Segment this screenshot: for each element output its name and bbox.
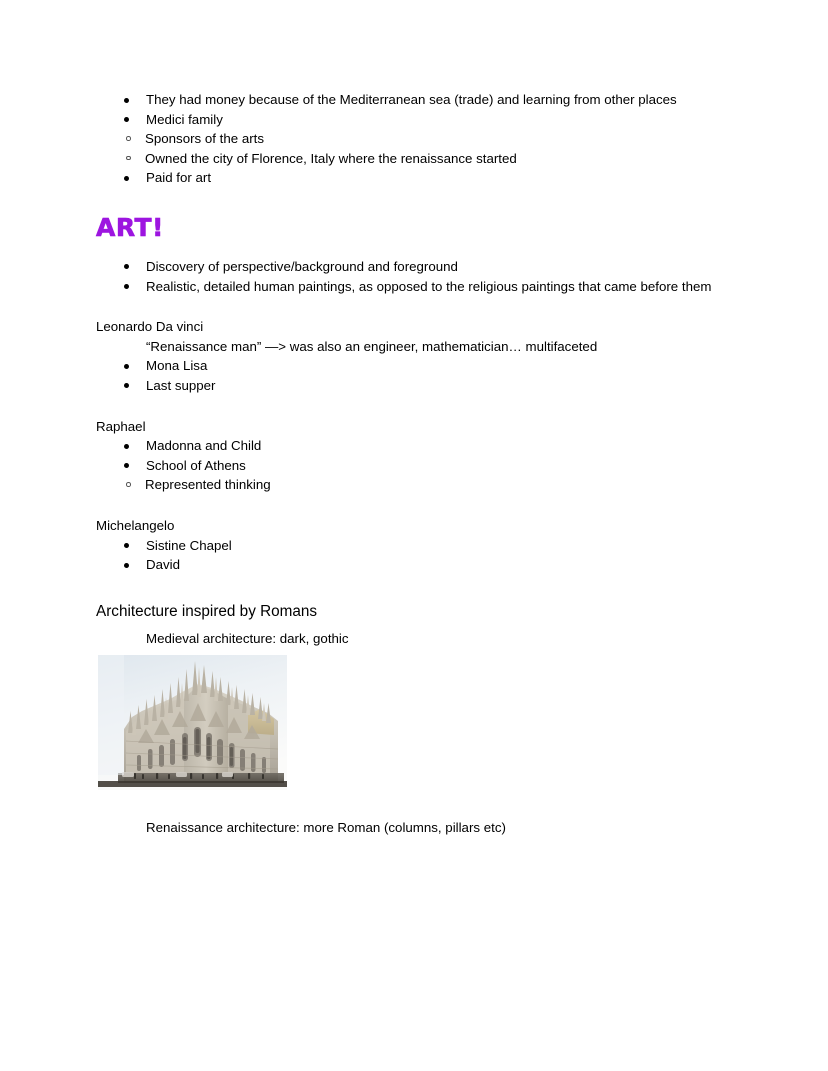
- bullet-disc-icon: [124, 444, 129, 449]
- list-item: [96, 475, 716, 495]
- architecture-heading: Architecture inspired by Romans: [96, 602, 318, 620]
- list-item-label: Represented thinking: [145, 477, 271, 493]
- list-item-label: Mona Lisa: [146, 358, 208, 374]
- document-content: [96, 90, 716, 838]
- art-bullet-list: [96, 257, 716, 296]
- spacer: [96, 396, 716, 417]
- renaissance-caption: Renaissance architecture: more Roman (columns, pillars etc): [146, 820, 506, 836]
- bullet-circle-icon: [126, 136, 131, 141]
- spacer: [96, 622, 716, 629]
- gothic-cathedral-photo: [98, 655, 287, 790]
- list-item-label: School of Athens: [146, 457, 246, 473]
- spacer: [96, 188, 716, 214]
- medici-sub-list: [96, 129, 716, 168]
- bullet-circle-icon: [126, 156, 131, 161]
- bullet-disc-icon: [124, 543, 129, 548]
- spacer: [96, 790, 716, 818]
- list-item-label: They had money because of the Mediterranean sea (trade) and learning from other places: [146, 92, 677, 107]
- spacer: [96, 495, 716, 516]
- leonardo-works-list: [96, 356, 716, 395]
- list-item: [96, 277, 716, 297]
- list-item: [96, 536, 716, 556]
- bullet-disc-icon: [124, 264, 129, 269]
- list-item: [96, 257, 716, 277]
- list-item-label: Sponsors of the arts: [145, 131, 264, 147]
- gothic-cathedral-figure: [98, 655, 287, 790]
- list-item: [96, 149, 716, 169]
- leonardo-title: Leonardo Da vinci: [96, 319, 204, 335]
- leonardo-note: “Renaissance man” —> was also an engineer, mathematician… multifaceted: [146, 338, 598, 354]
- list-item: [96, 436, 716, 456]
- list-item-label: Paid for art: [146, 170, 212, 186]
- raphael-works-list: [96, 436, 716, 475]
- list-item: [96, 376, 716, 396]
- list-item: [96, 110, 716, 130]
- spacer: [96, 648, 716, 655]
- bullet-disc-icon: [124, 563, 129, 568]
- list-item-label: Realistic, detailed human paintings, as opposed to the religious paintings that came before them: [146, 278, 712, 294]
- michelangelo-title: Michelangelo: [96, 517, 175, 533]
- bullet-disc-icon: [124, 117, 129, 122]
- list-item: [96, 555, 716, 575]
- list-item-label: Discovery of perspective/background and foreground: [146, 258, 458, 274]
- bullet-disc-icon: [124, 463, 129, 468]
- list-item-label: Owned the city of Florence, Italy where the renaissance started: [145, 150, 517, 166]
- bullet-disc-icon: [124, 98, 129, 103]
- list-item-label: Sistine Chapel: [146, 537, 232, 553]
- bullet-disc-icon: [124, 176, 129, 181]
- bullet-circle-icon: [126, 482, 131, 487]
- art-section-heading: ART!: [96, 212, 164, 242]
- spacer: [96, 296, 716, 317]
- list-item: [96, 356, 716, 376]
- list-item-label: David: [146, 557, 180, 573]
- intro-bullet-list: [96, 90, 716, 129]
- list-item: [96, 456, 716, 476]
- spacer: [96, 242, 716, 257]
- spacer: [96, 575, 716, 601]
- raphael-title: Raphael: [96, 418, 146, 434]
- list-item-label: Medici family: [146, 111, 223, 127]
- bullet-disc-icon: [124, 284, 129, 289]
- list-item-label: Madonna and Child: [146, 438, 262, 454]
- list-item-label: Last supper: [146, 377, 216, 393]
- list-item: [96, 168, 716, 188]
- medieval-caption: Medieval architecture: dark, gothic: [146, 630, 349, 646]
- list-item: [96, 90, 716, 110]
- bullet-disc-icon: [124, 383, 129, 388]
- intro-final-bullet-list: [96, 168, 716, 188]
- raphael-sub-list: [96, 475, 716, 495]
- bullet-disc-icon: [124, 364, 129, 369]
- michelangelo-works-list: [96, 536, 716, 575]
- list-item: [96, 129, 716, 149]
